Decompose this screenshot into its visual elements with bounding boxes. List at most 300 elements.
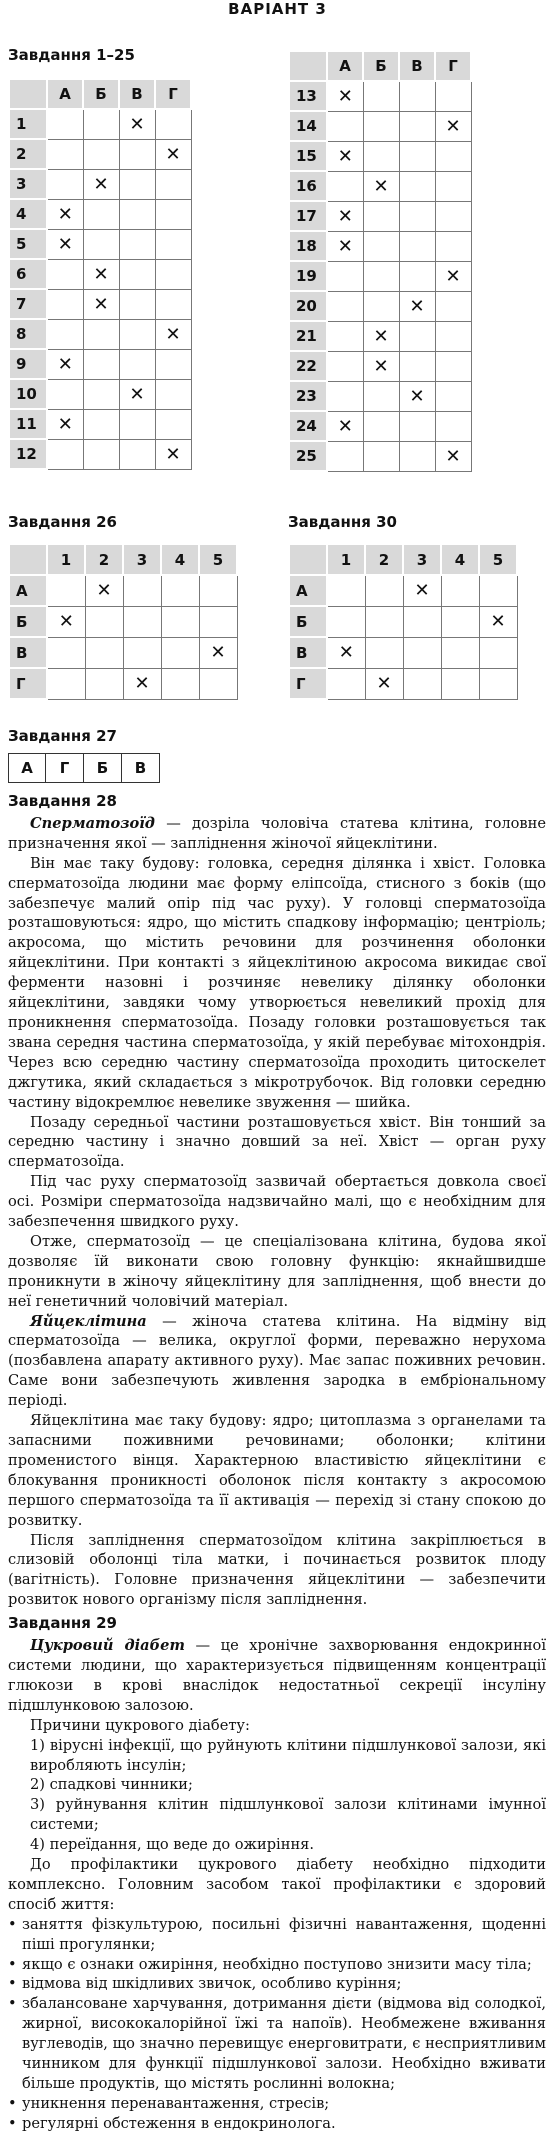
cross-mark-icon: ✕: [490, 611, 506, 632]
answer-cell: [199, 575, 237, 606]
answer-row: [9, 409, 191, 439]
cross-mark-icon: ✕: [134, 673, 150, 694]
task_30-header-row: [289, 544, 517, 575]
row-label: 15: [289, 141, 327, 171]
cross-mark-icon: ✕: [376, 673, 392, 694]
answer-cell: [83, 379, 119, 409]
answer-cell: [119, 289, 155, 319]
task-1-25-title: Завдання 1–25: [8, 46, 135, 64]
paragraph: Після запліднення сперматозоїдом клітина закріплюється в слизовій оболонці тіла матки, і починається розвиток плоду (вагітність). Головне призначення яйцеклітини — забезпечити розвиток нового організму після запліднення.: [8, 1531, 546, 1609]
cross-mark-icon: ✕: [409, 295, 425, 317]
marked-cell: [47, 229, 83, 259]
answer-cell: [83, 199, 119, 229]
cross-mark-icon: ✕: [129, 383, 145, 405]
marked-cell: [83, 259, 119, 289]
paragraph: Яйцеклітина має таку будову: ядро; цитоплазма з органелами та запасними поживними речовинами; оболонки; клітини променистого вінця. Характерною властивістю яйцеклітини є блокування проникності оболонок після контакту з акросомою першого сперматозоїда та її активація — перехід зі стану спокою до розвитку.: [8, 1412, 546, 1529]
sequence-answer: [8, 753, 160, 783]
cross-mark-icon: ✕: [165, 323, 181, 345]
marked-cell: [47, 409, 83, 439]
marked-cell: [327, 637, 365, 668]
answer-cell: [441, 575, 479, 606]
answer-cell: [399, 231, 435, 261]
answer-text: [8, 792, 546, 2134]
marked-cell: [327, 411, 363, 441]
page-title: ВАРІАНТ 3: [228, 0, 327, 18]
row-label: 22: [289, 351, 327, 381]
marked-cell: [155, 439, 191, 469]
cross-mark-icon: ✕: [337, 205, 353, 227]
row-label: В: [289, 637, 327, 668]
answer-cell: [119, 229, 155, 259]
answer-cell: [363, 381, 399, 411]
answer-cell: [399, 171, 435, 201]
marked-cell: [399, 291, 435, 321]
answer-row: [289, 141, 471, 171]
marked-cell: [435, 441, 471, 471]
answer-cell: [365, 637, 403, 668]
row-label: 25: [289, 441, 327, 471]
column-header: 1: [47, 544, 85, 575]
row-label: Б: [9, 606, 47, 637]
answer-cell: [47, 319, 83, 349]
answer-cell: [83, 349, 119, 379]
term: Цукровий діабет: [30, 1637, 185, 1655]
column-header: 5: [199, 544, 237, 575]
corner-cell: [289, 544, 327, 575]
cross-mark-icon: ✕: [165, 143, 181, 165]
answer-cell: [435, 201, 471, 231]
cross-mark-icon: ✕: [165, 443, 181, 465]
column-header: Б: [363, 51, 399, 81]
answer-cell: [363, 411, 399, 441]
row-label: 3: [9, 169, 47, 199]
marked-cell: [47, 606, 85, 637]
answer-cell: [403, 606, 441, 637]
answer-cell: [155, 109, 191, 139]
answer-cell: [119, 169, 155, 199]
row-label: Б: [289, 606, 327, 637]
answer-cell: [435, 381, 471, 411]
marked-cell: [119, 109, 155, 139]
answer-cell: [435, 411, 471, 441]
answer-cell: [365, 575, 403, 606]
answer-cell: [119, 199, 155, 229]
task-26-title: Завдання 26: [8, 513, 117, 531]
marked-cell: [479, 606, 517, 637]
marked-cell: [363, 351, 399, 381]
cross-mark-icon: ✕: [338, 642, 354, 663]
cross-mark-icon: ✕: [337, 85, 353, 107]
list-item: • збалансоване харчування, дотримання дієти (відмова від солодкої, жирної, висококалорійної їжі та напоїв). Необмежене вживання вуглеводів, що значно перевищує енерговитрати, є несприятливим чинником для функції підшлункової залози. Необхідно вживати більше продуктів, що містять рослинні волокна;: [8, 1994, 546, 2094]
answer-cell: [327, 171, 363, 201]
sequence-item: А: [8, 753, 46, 783]
column-header: 2: [365, 544, 403, 575]
answer-row: [289, 81, 471, 111]
answer-cell: [47, 637, 85, 668]
marked-cell: [199, 637, 237, 668]
answer-row: [289, 441, 471, 471]
answer-row: [9, 229, 191, 259]
answer-row: [9, 379, 191, 409]
corner-cell: [9, 79, 47, 109]
answer-cell: [479, 637, 517, 668]
answer-cell: [327, 441, 363, 471]
answer-cell: [47, 379, 83, 409]
answer-cell: [47, 109, 83, 139]
marked-cell: [399, 381, 435, 411]
answer-cell: [363, 231, 399, 261]
paragraph: Отже, сперматозоїд — це спеціалізована клітина, будова якої дозволяє їй виконати свою головну функцію: якнайшвидше проникнути в жіночу яйцеклітину для запліднення, щоб внести до неї генетичний чоловічий матеріал.: [8, 1232, 546, 1310]
cross-mark-icon: ✕: [57, 203, 73, 225]
column-header: 1: [327, 544, 365, 575]
marked-cell: [83, 169, 119, 199]
cross-mark-icon: ✕: [337, 235, 353, 257]
answer-cell: [327, 381, 363, 411]
row-label: 19: [289, 261, 327, 291]
answer-row: [9, 575, 237, 606]
answer-cell: [435, 171, 471, 201]
answer-cell: [363, 141, 399, 171]
answer-row: [9, 169, 191, 199]
row-label: В: [9, 637, 47, 668]
answer-cell: [119, 439, 155, 469]
marked-cell: [119, 379, 155, 409]
row-label: 2: [9, 139, 47, 169]
answer-row: [9, 289, 191, 319]
cross-mark-icon: ✕: [93, 263, 109, 285]
answer-cell: [123, 606, 161, 637]
list-item: • якщо є ознаки ожиріння, необхідно поступово знизити масу тіла;: [8, 1955, 546, 1975]
answer-row: [289, 201, 471, 231]
row-label: Г: [289, 668, 327, 699]
answer-cell: [327, 291, 363, 321]
sequence-item: Г: [46, 753, 84, 783]
answer-row: [289, 261, 471, 291]
answer-cell: [155, 289, 191, 319]
answer-cell: [399, 351, 435, 381]
row-label: 1: [9, 109, 47, 139]
cross-mark-icon: ✕: [414, 580, 430, 602]
answer-cell: [399, 411, 435, 441]
answer-cell: [399, 261, 435, 291]
cross-mark-icon: ✕: [373, 355, 389, 377]
row-label: Г: [9, 668, 47, 699]
answer-cell: [155, 349, 191, 379]
column-header: А: [327, 51, 363, 81]
row-label: 5: [9, 229, 47, 259]
marked-cell: [155, 319, 191, 349]
answer-row: [289, 575, 517, 606]
marked-cell: [403, 575, 441, 606]
marked-cell: [327, 231, 363, 261]
answer-grid-13-25: [288, 50, 472, 472]
term: Сперматозоїд: [30, 814, 155, 832]
answer-cell: [161, 575, 199, 606]
answer-cell: [399, 201, 435, 231]
column-header: В: [119, 79, 155, 109]
answer-cell: [363, 81, 399, 111]
answer-row: [289, 637, 517, 668]
answer-cell: [363, 261, 399, 291]
marked-cell: [83, 289, 119, 319]
marked-cell: [123, 668, 161, 699]
marked-cell: [85, 575, 123, 606]
row-label: 18: [289, 231, 327, 261]
row-label: 7: [9, 289, 47, 319]
row-label: 23: [289, 381, 327, 411]
task-27-title: Завдання 27: [8, 727, 117, 745]
answer-row: [9, 606, 237, 637]
answer-cell: [119, 319, 155, 349]
cross-mark-icon: ✕: [129, 113, 145, 135]
marked-cell: [363, 321, 399, 351]
answer-cell: [85, 668, 123, 699]
corner-cell: [9, 544, 47, 575]
column-header: Б: [83, 79, 119, 109]
answer-cell: [441, 606, 479, 637]
cross-mark-icon: ✕: [57, 353, 73, 375]
cross-mark-icon: ✕: [409, 385, 425, 407]
column-header: 5: [479, 544, 517, 575]
answer-grid-30: [288, 543, 518, 700]
column-header: 3: [123, 544, 161, 575]
cross-mark-icon: ✕: [445, 115, 461, 137]
task-28-title: Завдання 28: [8, 792, 117, 810]
paragraph: Позаду середньої частини розташовується хвіст. Він тонший за середню частину і значно довший за неї. Хвіст — орган руху сперматозоїда.: [8, 1113, 546, 1171]
column-header: 4: [441, 544, 479, 575]
answer-cell: [85, 637, 123, 668]
column-header: В: [399, 51, 435, 81]
column-header: 2: [85, 544, 123, 575]
sequence-item: В: [122, 753, 160, 783]
answer-cell: [119, 259, 155, 289]
answer-cell: [83, 409, 119, 439]
list-item: • уникнення перенавантаження, стресів;: [8, 2094, 546, 2114]
answer-cell: [441, 668, 479, 699]
answer-cell: [155, 169, 191, 199]
paragraph: Яйцеклітина — жіноча статева клітина. На відміну від сперматозоїда — велика, округлої форми, переважно нерухома (позбавлена апарату активного руху). Має запас поживних речовин. Саме вони забезпечують живлення зародка в ембріональному періоді.: [8, 1312, 546, 1410]
task_26-header-row: [9, 544, 237, 575]
row-label: 21: [289, 321, 327, 351]
answer-cell: [435, 141, 471, 171]
marked-cell: [363, 171, 399, 201]
list-item: 1) вірусні інфекції, що руйнують клітини підшлункової залози, які виробляють інсулін;: [30, 1736, 546, 1774]
cross-mark-icon: ✕: [93, 293, 109, 315]
answer-row: [9, 668, 237, 699]
answer-cell: [363, 111, 399, 141]
row-label: 4: [9, 199, 47, 229]
paragraph: Він має таку будову: головка, середня ділянка і хвіст. Головка сперматозоїда людини має форму еліпсоїда, стисного з боків (що забезпечує малий опір під час руху). У головці сперматозоїда розташовуються: ядро, що містить спадкову інформацію; центріоль; акросома, що містить речовини для розчинення оболонки яйцеклітини. При контакті з яйцеклітиною акросома викидає свої ферменти назовні і розчиняє невелику ділянку оболонки яйцеклітини, завдяки чому утворюється невеликий прохід для проникнення сперматозоїда. Позаду головки розташовується так звана середня частина сперматозоїда, у якій перебуває мітохондрія. Через всю середню частину сперматозоїда проходить цитоскелет джгутика, який складається з мікротрубочок. Від головки середню частину відокремлює невелике звуження — шийка.: [8, 854, 546, 1111]
answer-cell: [83, 319, 119, 349]
answer-cell: [119, 349, 155, 379]
answer-cell: [155, 379, 191, 409]
answer-cell: [327, 111, 363, 141]
answer-cell: [363, 291, 399, 321]
answer-cell: [155, 409, 191, 439]
task-30-title: Завдання 30: [288, 513, 397, 531]
answer-row: [289, 381, 471, 411]
answer-cell: [47, 169, 83, 199]
cross-mark-icon: ✕: [445, 265, 461, 287]
row-label: 12: [9, 439, 47, 469]
list-item: 4) переїдання, що веде до ожиріння.: [30, 1836, 315, 1854]
column-header: 4: [161, 544, 199, 575]
paragraph: Цукровий діабет — це хронічне захворювання ендокринної системи людини, що характеризується підвищенням концентрації глюкози в крові внаслідок недостатньої секреції інсуліну підшлунковою залозою.: [8, 1637, 546, 1714]
paragraph: Під час руху сперматозоїд зазвичай обертається довкола своєї осі. Розміри сперматозоїда надзвичайно малі, що є необхідним для забезпечення швидкого руху.: [8, 1173, 546, 1231]
answer-cell: [435, 351, 471, 381]
answer-cell: [83, 439, 119, 469]
answer-cell: [363, 201, 399, 231]
answer-cell: [119, 409, 155, 439]
answer-cell: [83, 109, 119, 139]
answer-cell: [327, 351, 363, 381]
row-label: 24: [289, 411, 327, 441]
answer-row: [9, 259, 191, 289]
list-item: 2) спадкові чинники;: [30, 1776, 193, 1794]
answer-grid-1-12: [8, 78, 192, 470]
answer-cell: [47, 259, 83, 289]
answer-cell: [47, 439, 83, 469]
cross-mark-icon: ✕: [373, 325, 389, 347]
causes-list: [8, 1736, 546, 1855]
cross-mark-icon: ✕: [210, 642, 226, 663]
answer-cell: [399, 111, 435, 141]
answer-cell: [479, 575, 517, 606]
answer-grid-26: [8, 543, 238, 700]
marked-cell: [327, 201, 363, 231]
answer-cell: [161, 606, 199, 637]
sequence-item: Б: [84, 753, 122, 783]
answer-cell: [435, 231, 471, 261]
row-label: 13: [289, 81, 327, 111]
marked-cell: [327, 81, 363, 111]
answer-row: [289, 321, 471, 351]
row-label: А: [9, 575, 47, 606]
answer-cell: [85, 606, 123, 637]
answer-cell: [155, 199, 191, 229]
answer-cell: [327, 575, 365, 606]
answer-cell: [123, 637, 161, 668]
marked-cell: [47, 349, 83, 379]
answer-cell: [83, 139, 119, 169]
answer-row: [289, 231, 471, 261]
answer-cell: [435, 81, 471, 111]
answer-cell: [119, 139, 155, 169]
term: Яйцеклітина: [30, 1312, 147, 1330]
answer-row: [9, 439, 191, 469]
row-label: А: [289, 575, 327, 606]
paragraph: Причини цукрового діабету:: [30, 1716, 250, 1734]
answer-row: [9, 139, 191, 169]
cross-mark-icon: ✕: [96, 580, 112, 602]
prevention-list: [8, 1915, 546, 2134]
answer-cell: [199, 668, 237, 699]
column-header: 3: [403, 544, 441, 575]
answer-cell: [161, 637, 199, 668]
cross-mark-icon: ✕: [337, 415, 353, 437]
answer-cell: [363, 441, 399, 471]
list-item: • відмова від шкідливих звичок, особливо куріння;: [8, 1974, 546, 1994]
row-label: 10: [9, 379, 47, 409]
answer-row: [289, 291, 471, 321]
answer-row: [289, 606, 517, 637]
answer-cell: [399, 321, 435, 351]
row-label: 9: [9, 349, 47, 379]
cross-mark-icon: ✕: [57, 413, 73, 435]
marked-cell: [365, 668, 403, 699]
answer-cell: [155, 229, 191, 259]
answer-cell: [327, 261, 363, 291]
cross-mark-icon: ✕: [373, 175, 389, 197]
answer-row: [289, 411, 471, 441]
answer-cell: [47, 668, 85, 699]
answer-row: [289, 171, 471, 201]
column-header: Г: [155, 79, 191, 109]
answer-cell: [399, 81, 435, 111]
marked-cell: [435, 261, 471, 291]
answer-cell: [435, 291, 471, 321]
answer-row: [9, 349, 191, 379]
answer-row: [289, 111, 471, 141]
row-label: 17: [289, 201, 327, 231]
paragraph: До профілактики цукрового діабету необхідно підходити комплексно. Головним засобом такої профілактики є здоровий спосіб життя:: [8, 1856, 546, 1913]
answer-cell: [161, 668, 199, 699]
answer-row: [9, 109, 191, 139]
answer-cell: [327, 668, 365, 699]
column-header: А: [47, 79, 83, 109]
row-label: 8: [9, 319, 47, 349]
answer-cell: [441, 637, 479, 668]
cross-mark-icon: ✕: [445, 445, 461, 467]
answer-cell: [123, 575, 161, 606]
answer-cell: [365, 606, 403, 637]
answer-cell: [47, 289, 83, 319]
answer-row: [9, 637, 237, 668]
answer-cell: [199, 606, 237, 637]
answer-cell: [403, 637, 441, 668]
row-label: 14: [289, 111, 327, 141]
marked-cell: [155, 139, 191, 169]
row-label: 11: [9, 409, 47, 439]
marked-cell: [435, 111, 471, 141]
answer-row: [9, 319, 191, 349]
task-29-title: Завдання 29: [8, 1614, 117, 1633]
answer-cell: [399, 141, 435, 171]
task_1_25-header-row: [9, 79, 191, 109]
answer-cell: [327, 321, 363, 351]
corner-cell: [289, 51, 327, 81]
row-label: 16: [289, 171, 327, 201]
answer-cell: [155, 259, 191, 289]
cross-mark-icon: ✕: [57, 233, 73, 255]
answer-cell: [47, 575, 85, 606]
cross-mark-icon: ✕: [93, 173, 109, 195]
paragraph: Сперматозоїд — дозріла чоловіча статева клітина, головне призначення якої — запліднення жіночої яйцеклітини.: [8, 814, 546, 852]
list-item: 3) руйнування клітин підшлункової залози клітинами імунної системи;: [30, 1796, 546, 1834]
answer-cell: [327, 606, 365, 637]
cross-mark-icon: ✕: [337, 145, 353, 167]
answer-cell: [399, 441, 435, 471]
column-header: Г: [435, 51, 471, 81]
answer-row: [289, 351, 471, 381]
row-label: 20: [289, 291, 327, 321]
task_1_25-header-row: [289, 51, 471, 81]
answer-cell: [47, 139, 83, 169]
answer-cell: [479, 668, 517, 699]
cross-mark-icon: ✕: [58, 611, 74, 632]
list-item: • заняття фізкультурою, посильні фізичні навантаження, щоденні піші прогулянки;: [8, 1915, 546, 1955]
answer-row: [9, 199, 191, 229]
